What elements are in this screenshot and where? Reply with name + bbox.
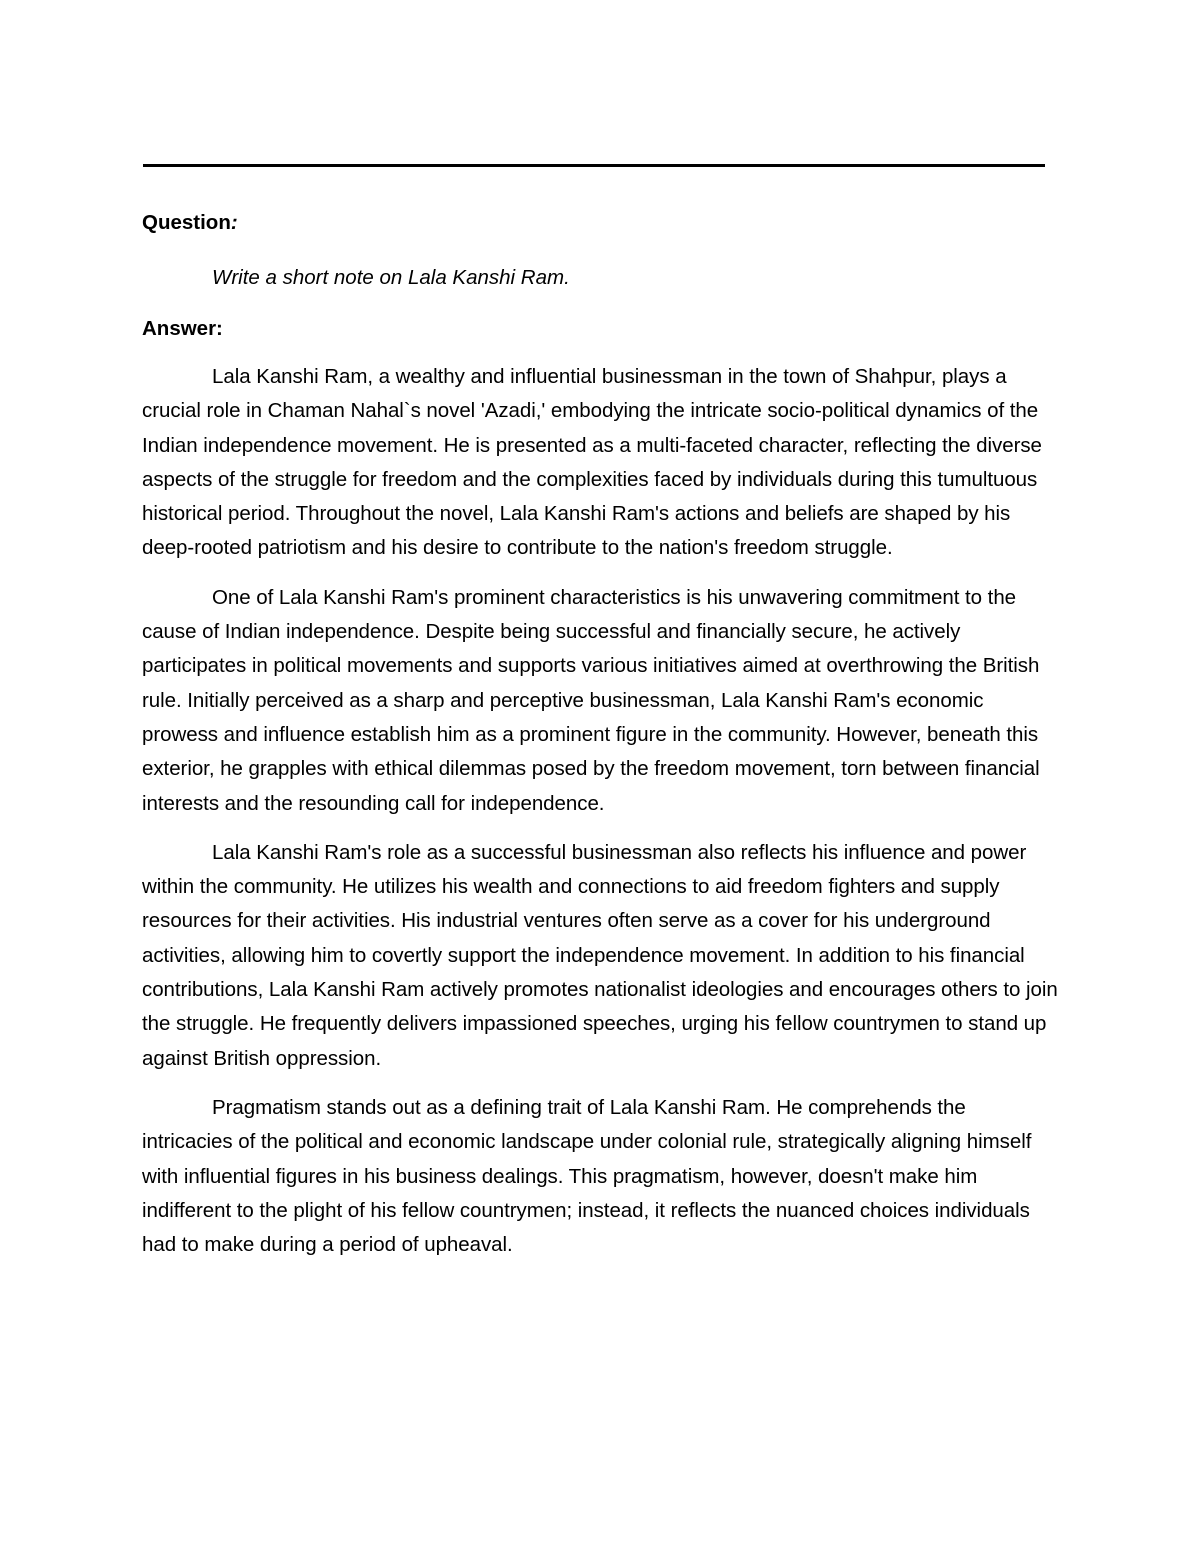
question-heading [142, 206, 1058, 240]
answer-paragraph-3: Lala Kanshi Ram's role as a successful businessman also reflects his influence and power within the community. He utilizes his wealth and connections to aid freedom fighters and supply resources for their activities. His industrial ventures often serve as a cover for his underground activities, allowing him to covertly support the independence movement. In addition to his financial contributions, Lala Kanshi Ram actively promotes nationalist ideologies and encourages others to join the struggle. He frequently delivers impassioned speeches, urging his fellow countrymen to stand up against British oppression. [142, 840, 1058, 1070]
question-text: Write a short note on Lala Kanshi Ram. [212, 266, 570, 289]
answer-paragraph-4: Pragmatism stands out as a defining trait of Lala Kanshi Ram. He comprehends the intricacies of the political and economic landscape under colonial rule, strategically aligning himself with influential figures in his business dealings. This pragmatism, however, doesn't make him indifferent to the plight of his fellow countrymen; instead, it reflects the nuanced choices individuals had to make during a period of upheaval. [142, 1095, 1032, 1257]
question-colon: : [230, 211, 238, 234]
answer-heading: Answer: [142, 317, 223, 340]
answer-paragraph-2: One of Lala Kanshi Ram's prominent characteristics is his unwavering commitment to the cause of Indian independence. Despite being successful and financially secure, he actively participates in political movements and supports various initiatives aimed at overthrowing the British rule. Initially perceived as a sharp and perceptive businessman, Lala Kanshi Ram's economic prowess and influence establish him as a prominent figure in the community. However, beneath this exterior, he grapples with ethical dilemmas posed by the freedom movement, torn between financial interests and the resounding call for independence. [142, 585, 1040, 815]
horizontal-rule [143, 164, 1045, 167]
answer-paragraph-1: Lala Kanshi Ram, a wealthy and influential businessman in the town of Shahpur, plays a crucial role in Chaman Nahal`s novel 'Azadi,' embodying the intricate socio-political dynamics of the Indian independence movement. He is presented as a multi-faceted character, reflecting the diverse aspects of the struggle for freedom and the complexities faced by individuals during this tumultuous historical period. Throughout the novel, Lala Kanshi Ram's actions and beliefs are shaped by his deep-rooted patriotism and his desire to contribute to the nation's freedom struggle. [142, 365, 1042, 560]
question-label: Question [142, 211, 231, 234]
document-body [142, 206, 1058, 1277]
